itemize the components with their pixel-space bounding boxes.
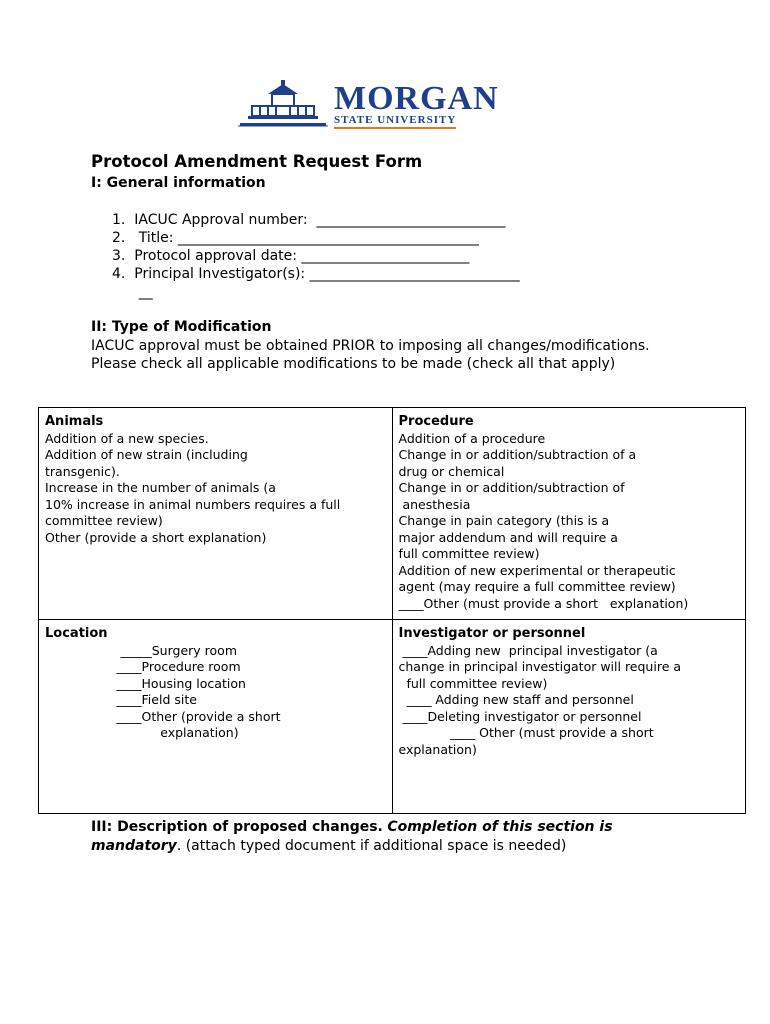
animals-line: committee review) [45,513,163,528]
procedure-line: agent (may require a full committee review) [398,579,676,594]
location-line: ____Other (provide a short [45,708,281,724]
location-line: _____Surgery room [45,642,237,658]
morgan-state-logo [238,80,538,128]
animals-cell [39,408,393,620]
procedure-heading: Procedure [398,414,474,429]
location-line: ____Field site [45,692,197,707]
list-item-principal-investigator: 4. Principal Investigator(s): ______________________________ [112,266,520,282]
location-line: explanation) [45,725,239,740]
form-title: Protocol Amendment Request Form [91,152,423,171]
procedure-line: Addition of new experimental or therapeutic [398,562,676,578]
investigator-heading: Investigator or personnel [398,626,586,641]
procedure-line: drug or chemical [398,463,505,479]
procedure-line: Addition of a procedure [398,430,546,446]
procedure-line: Change in pain category (this is a [398,513,610,528]
investigator-line: ____ Adding new staff and personnel [398,692,634,707]
investigator-line: change in principal investigator will require a [398,659,682,674]
procedure-line: Change in or addition/subtraction of [398,480,625,495]
section-3 [91,818,691,856]
university-building-icon [238,80,328,128]
section-1-heading: I: General information [91,175,266,191]
section-3-note: . (attach typed document if additional space is needed) [176,838,567,854]
animals-line: Increase in the number of animals (a [45,480,276,495]
modification-table [38,407,746,814]
animals-line: 10% increase in animal numbers requires a full [45,496,341,512]
list-item-approval-number: 1. IACUC Approval number: ___________________________ [112,212,506,228]
section-2-heading: II: Type of Modification [91,319,272,335]
investigator-line: full committee review) [398,675,548,691]
list-item-title: 2. Title: ___________________________________________ [112,230,479,246]
procedure-line: anesthesia [398,496,471,512]
investigator-line: ____Deleting investigator or personnel [398,708,642,724]
logo-wordmark: MORGAN [334,80,499,117]
location-cell [39,620,393,814]
animals-line: Addition of new strain (including [45,447,248,462]
procedure-line: major addendum and will require a [398,529,618,545]
investigator-line: explanation) [398,741,477,757]
animals-line: Other (provide a short explanation) [45,529,267,545]
location-line: ____Housing location [45,675,246,691]
general-info-list [112,211,520,301]
section-2-intro: IACUC approval must be obtained PRIOR to imposing all changes/modifications. Please check all applicable modifications to be made (check all that apply) [91,338,650,372]
procedure-cell [392,408,746,620]
procedure-line: Change in or addition/subtraction of a [398,447,637,462]
animals-line: Addition of a new species. [45,430,209,446]
list-item-approval-date: 3. Protocol approval date: ________________________ [112,248,470,264]
location-heading: Location [45,626,108,641]
investigator-line: ____ Other (must provide a short [398,725,654,740]
investigator-line: ____Adding new principal investigator (a [398,642,658,658]
procedure-line: ____Other (must provide a short explanation) [398,595,689,611]
animals-heading: Animals [45,414,104,429]
procedure-line: full committee review) [398,546,540,561]
section-3-heading: III: Description of proposed changes. [91,819,383,835]
location-line: ____Procedure room [45,659,241,674]
list-item-continuation: __ [112,284,153,300]
investigator-cell [392,620,746,814]
animals-line: transgenic). [45,463,120,479]
logo-subtitle: STATE UNIVERSITY [334,114,456,129]
section-3-mandatory: Completion of this section is mandatory [91,819,613,854]
